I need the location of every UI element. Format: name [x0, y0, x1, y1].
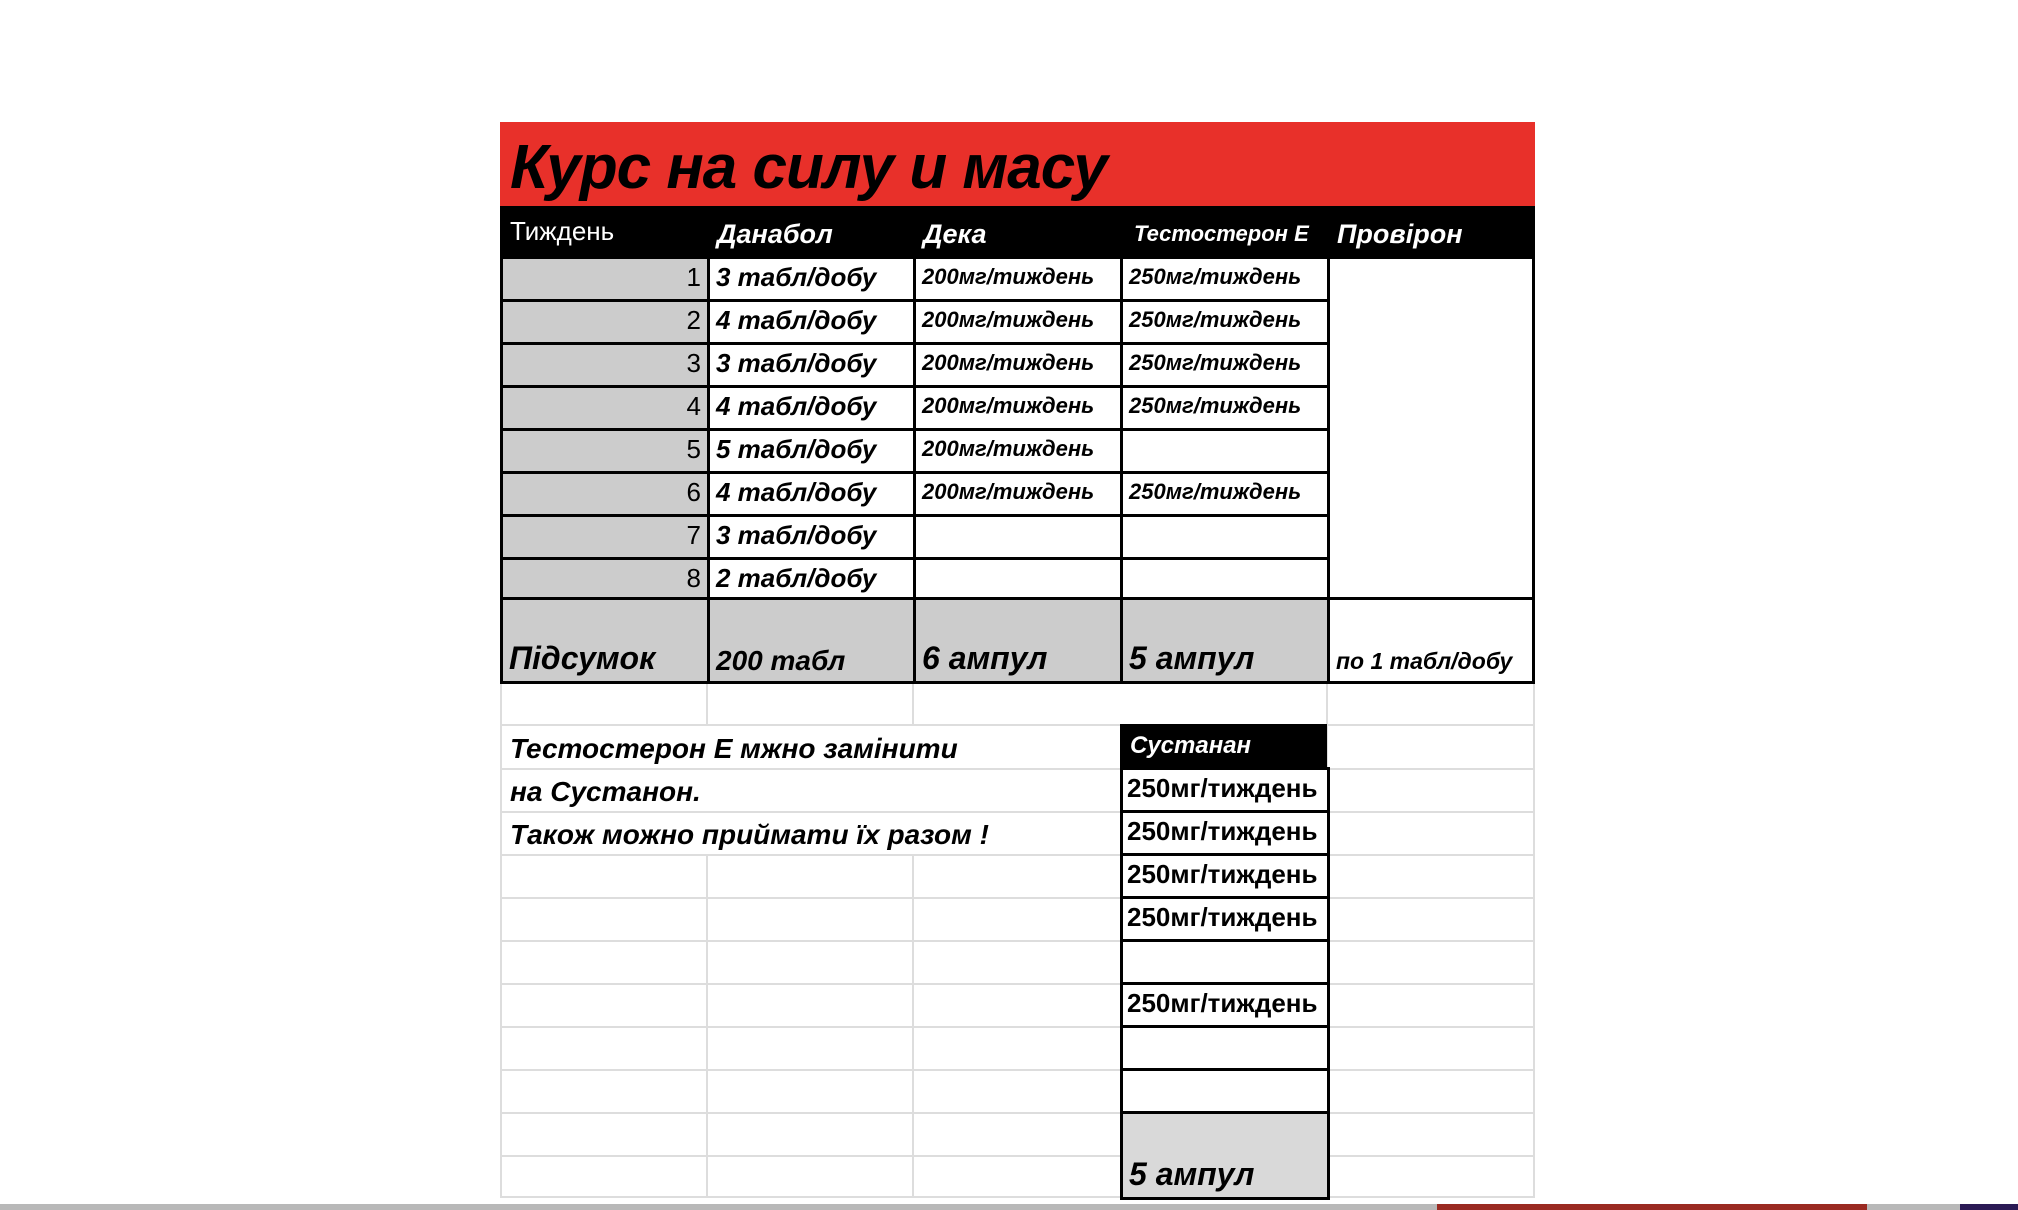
testosterone-cell[interactable]: [1120, 514, 1330, 560]
page-title: Курс на силу и масу: [510, 133, 1107, 202]
taskbar-window-thumbnail[interactable]: [1437, 1204, 1867, 1210]
week-number-cell[interactable]: 4: [500, 385, 710, 431]
summary-label[interactable]: Підсумок: [500, 597, 710, 684]
gridline: [500, 1069, 1535, 1071]
testosterone-cell[interactable]: 250мг/тиждень: [1120, 471, 1330, 517]
danabol-cell[interactable]: 3 табл/добу: [707, 514, 916, 560]
gridline: [706, 684, 708, 724]
note-line-2[interactable]: на Сустанон.: [510, 776, 701, 807]
sustanon-cell[interactable]: 250мг/тиждень: [1120, 982, 1330, 1028]
sustanon-cell[interactable]: 250мг/тиждень: [1120, 896, 1330, 942]
deca-cell[interactable]: 200мг/тиждень: [913, 385, 1123, 431]
sustanon-cell[interactable]: [1120, 1068, 1330, 1114]
danabol-cell[interactable]: 4 табл/добу: [707, 299, 916, 345]
gridline: [500, 724, 1535, 726]
gridline: [500, 1155, 1535, 1157]
deca-cell[interactable]: 200мг/тиждень: [913, 299, 1123, 345]
danabol-cell[interactable]: 5 табл/добу: [707, 428, 916, 474]
sustanon-header[interactable]: Сустанан: [1120, 724, 1327, 769]
gridline: [500, 1196, 1535, 1198]
header-deca[interactable]: Дека: [913, 206, 1120, 256]
summary-deca[interactable]: 6 ампул: [913, 597, 1123, 684]
header-week[interactable]: Тиждень: [500, 206, 707, 256]
week-number-cell[interactable]: 8: [500, 557, 710, 603]
sustanon-cell[interactable]: 250мг/тиждень: [1120, 810, 1330, 856]
testosterone-cell[interactable]: 250мг/тиждень: [1120, 299, 1330, 345]
gridline: [500, 1112, 1535, 1114]
sustanon-cell[interactable]: [1120, 1025, 1330, 1071]
danabol-cell[interactable]: 4 табл/добу: [707, 385, 916, 431]
header-testosterone[interactable]: Тестостерон Е: [1120, 206, 1327, 256]
testosterone-cell[interactable]: 250мг/тиждень: [1120, 256, 1330, 302]
gridline: [500, 897, 1535, 899]
sustanon-cell[interactable]: 250мг/тиждень: [1120, 767, 1330, 813]
gridline: [912, 684, 914, 724]
danabol-cell[interactable]: 2 табл/добу: [707, 557, 916, 603]
deca-cell[interactable]: 200мг/тиждень: [913, 342, 1123, 388]
deca-cell[interactable]: [913, 514, 1123, 560]
header-danabol[interactable]: Данабол: [707, 206, 913, 256]
week-number-cell[interactable]: 2: [500, 299, 710, 345]
week-number-cell[interactable]: 7: [500, 514, 710, 560]
gridline: [500, 983, 1535, 985]
danabol-cell[interactable]: 3 табл/добу: [707, 256, 916, 302]
danabol-cell[interactable]: 4 табл/добу: [707, 471, 916, 517]
week-number-cell[interactable]: 5: [500, 428, 710, 474]
testosterone-cell[interactable]: 250мг/тиждень: [1120, 385, 1330, 431]
note-line-3[interactable]: Також можно приймати їх разом !: [510, 819, 989, 850]
proviron-merged-cell[interactable]: [1327, 256, 1535, 600]
testosterone-cell[interactable]: 250мг/тиждень: [1120, 342, 1330, 388]
week-number-cell[interactable]: 6: [500, 471, 710, 517]
week-number-cell[interactable]: 1: [500, 256, 710, 302]
deca-cell[interactable]: 200мг/тиждень: [913, 256, 1123, 302]
summary-testosterone[interactable]: 5 ампул: [1120, 597, 1330, 684]
deca-cell[interactable]: 200мг/тиждень: [913, 428, 1123, 474]
testosterone-cell[interactable]: [1120, 428, 1330, 474]
summary-proviron[interactable]: по 1 табл/добу: [1327, 597, 1535, 684]
gridline: [500, 1026, 1535, 1028]
danabol-cell[interactable]: 3 табл/добу: [707, 342, 916, 388]
sustanon-summary[interactable]: 5 ампул: [1120, 1111, 1330, 1200]
note-line-1[interactable]: Тестостерон Е мжно замінити: [510, 733, 958, 764]
sustanon-cell[interactable]: 250мг/тиждень: [1120, 853, 1330, 899]
taskbar-tray: [1960, 1204, 2018, 1210]
header-proviron[interactable]: Провірон: [1327, 206, 1535, 256]
week-number-cell[interactable]: 3: [500, 342, 710, 388]
deca-cell[interactable]: 200мг/тиждень: [913, 471, 1123, 517]
gridline: [500, 940, 1535, 942]
summary-danabol[interactable]: 200 табл: [707, 597, 916, 684]
sustanon-cell[interactable]: [1120, 939, 1330, 985]
